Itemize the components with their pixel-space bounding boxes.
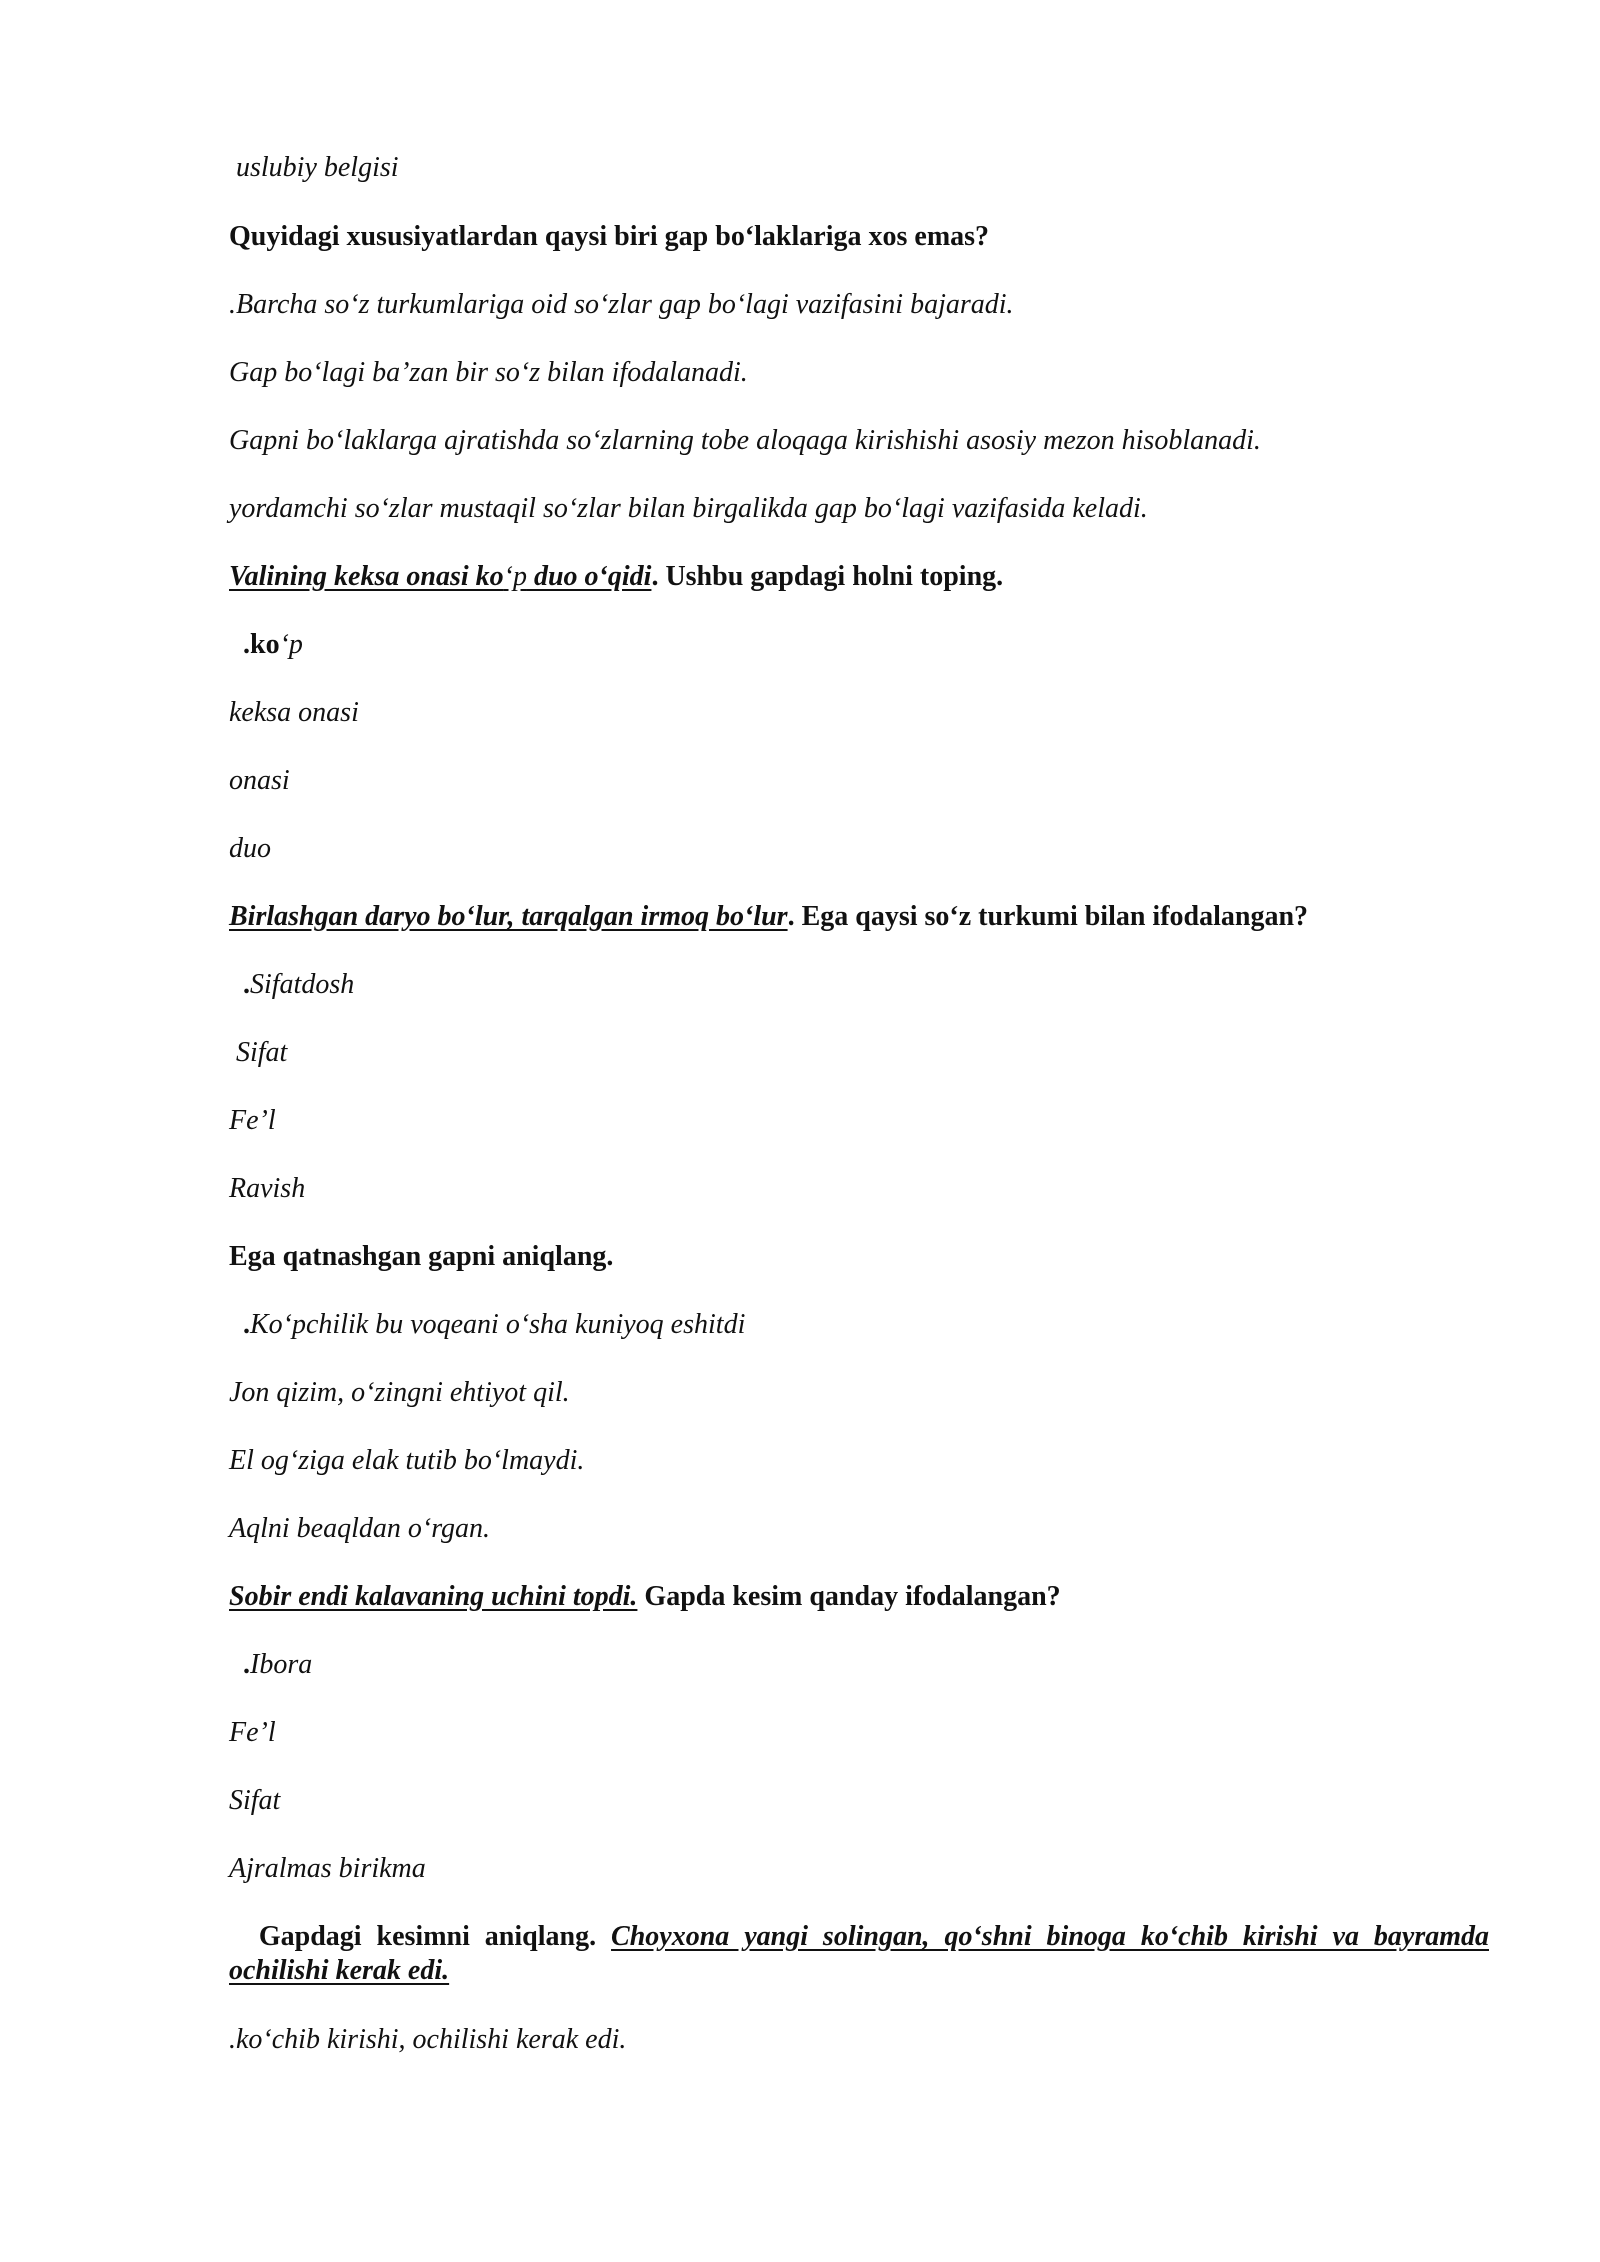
- question-2: [229, 560, 1003, 594]
- answer-option: Gap bo‘lagi ba’zan bir so‘z bilan ifodalanadi.: [229, 357, 748, 388]
- answer-option: [243, 628, 303, 662]
- answer-option: yordamchi so‘zlar mustaqil so‘zlar bilan birgalikda gap bo‘lagi vazifasida keladi.: [229, 493, 1148, 524]
- text-line: uslubiy belgisi: [236, 152, 399, 183]
- answer-option: [243, 1648, 312, 1682]
- answer-option: [243, 968, 354, 1002]
- answer-dot: .: [243, 969, 250, 1000]
- answer-option: .ko‘chib kirishi, ochilishi kerak edi.: [229, 2024, 627, 2055]
- answer-dot: .: [243, 1649, 250, 1680]
- question-text: . Ega qaysi so‘z turkumi bilan ifodalangan?: [787, 901, 1309, 932]
- answer-option: Ajralmas birikma: [229, 1853, 426, 1884]
- answer-option: Sifat: [229, 1785, 281, 1816]
- answer-suffix: ‘p: [279, 629, 303, 660]
- question-punct: .: [651, 561, 659, 592]
- question-text: Gapdagi kesimni aniqlang.: [258, 1921, 597, 1952]
- question-sentence: Birlashgan daryo bo‘lur, tarqalgan irmoq bo‘lur: [229, 901, 788, 932]
- question-4: Ega qatnashgan gapni aniqlang.: [229, 1241, 614, 1272]
- answer-option: Ravish: [229, 1173, 306, 1204]
- answer-option: El og‘ziga elak tutib bo‘lmaydi.: [229, 1445, 585, 1476]
- answer-option: duo: [229, 833, 271, 864]
- question-sentence: Sobir endi kalavaning uchini topdi.: [229, 1581, 638, 1612]
- question-text: Gapda kesim qanday ifodalangan?: [637, 1581, 1061, 1612]
- answer-option: onasi: [229, 765, 290, 796]
- question-6: [229, 1920, 1489, 1988]
- answer-option: Jon qizim, o‘zingni ehtiyot qil.: [229, 1377, 570, 1408]
- answer-option: keksa onasi: [229, 697, 359, 728]
- answer-option: Aqlni beaqldan o‘rgan.: [229, 1513, 491, 1544]
- answer-text: Ibora: [250, 1649, 313, 1680]
- question-5: [229, 1580, 1061, 1614]
- answer-dot: .: [243, 1309, 250, 1340]
- answer-option: Sifat: [236, 1037, 288, 1068]
- answer-text: Sifatdosh: [250, 969, 355, 1000]
- answer-option: Fe’l: [229, 1717, 276, 1748]
- answer-option: [243, 1308, 745, 1342]
- question-sentence-part: ‘p: [503, 561, 527, 592]
- question-text: Ushbu gapdagi holni toping.: [658, 561, 1004, 592]
- question-3: [229, 900, 1308, 934]
- question-sentence-part: duo o‘qidi: [526, 561, 652, 592]
- question-sentence: Choyxona yangi solingan, qo‘shni binoga ko‘chib kirishi va bayramda ochilishi kerak edi.: [229, 1921, 1489, 1986]
- question-1: Quyidagi xususiyatlardan qaysi biri gap bo‘laklariga xos emas?: [229, 221, 990, 252]
- question-sentence: Valining keksa onasi ko: [229, 561, 504, 592]
- answer-text: Ko‘pchilik bu voqeani o‘sha kuniyoq eshitdi: [250, 1309, 746, 1340]
- answer-option: .Barcha so‘z turkumlariga oid so‘zlar gap bo‘lagi vazifasini bajaradi.: [229, 289, 1014, 320]
- answer-option: Fe’l: [229, 1105, 276, 1136]
- answer-option: Gapni bo‘laklarga ajratishda so‘zlarning tobe aloqaga kirishishi asosiy mezon hisoblanadi.: [229, 425, 1261, 456]
- answer-prefix: .ko: [243, 629, 280, 660]
